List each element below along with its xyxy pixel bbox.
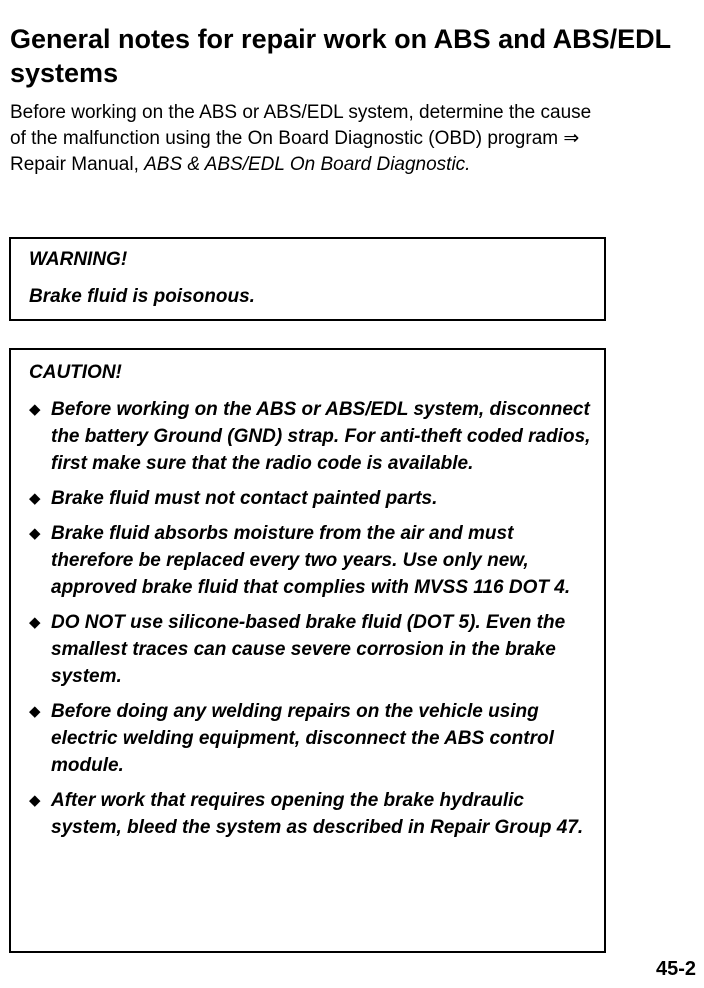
- warning-heading: WARNING!: [29, 249, 128, 270]
- caution-item: [29, 485, 596, 512]
- caution-item-text: Before working on the ABS or ABS/EDL system, disconnect the battery Ground (GND) strap. For anti-theft coded radios, first make sure that the radio code is available.: [51, 399, 591, 474]
- warning-text: Brake fluid is poisonous.: [29, 286, 255, 307]
- caution-item: [29, 520, 596, 601]
- caution-item-text: Before doing any welding repairs on the vehicle using electric welding equipment, disconnect the ABS control module.: [51, 701, 554, 776]
- diamond-bullet-icon: ◆: [29, 490, 41, 507]
- diamond-bullet-icon: ◆: [29, 525, 41, 542]
- caution-box: [9, 348, 606, 953]
- page-number: 45-2: [655, 958, 696, 980]
- caution-item: [29, 396, 596, 477]
- warning-box: [9, 237, 606, 321]
- repair-manual-reference: ABS & ABS/EDL On Board Diagnostic.: [144, 154, 471, 175]
- diamond-bullet-icon: ◆: [29, 703, 41, 720]
- page-title: General notes for repair work on ABS and ABS/EDL systems: [10, 24, 671, 89]
- caution-item-text: DO NOT use silicone-based brake fluid (DOT 5). Even the smallest traces can cause severe corrosion in the brake system.: [51, 612, 566, 687]
- caution-item: [29, 787, 596, 841]
- caution-item-text: After work that requires opening the brake hydraulic system, bleed the system as described in Repair Group 47.: [51, 790, 584, 838]
- diamond-bullet-icon: ◆: [29, 614, 41, 631]
- caution-item: [29, 698, 596, 779]
- caution-item-text: Brake fluid absorbs moisture from the air and must therefore be replaced every two years. Use only new, approved brake fluid that complies with MVSS 116 DOT 4.: [51, 523, 571, 598]
- caution-item: [29, 609, 596, 690]
- diamond-bullet-icon: ◆: [29, 401, 41, 418]
- intro-paragraph: [10, 100, 610, 178]
- caution-list: [29, 396, 604, 841]
- intro-text: Before working on the ABS or ABS/EDL system, determine the cause of the malfunction using the On Board Diagnostic (OBD) program ⇒ Repair Manual,: [10, 102, 592, 175]
- caution-item-text: Brake fluid must not contact painted parts.: [51, 488, 438, 509]
- diamond-bullet-icon: ◆: [29, 792, 41, 809]
- caution-heading: CAUTION!: [29, 362, 122, 383]
